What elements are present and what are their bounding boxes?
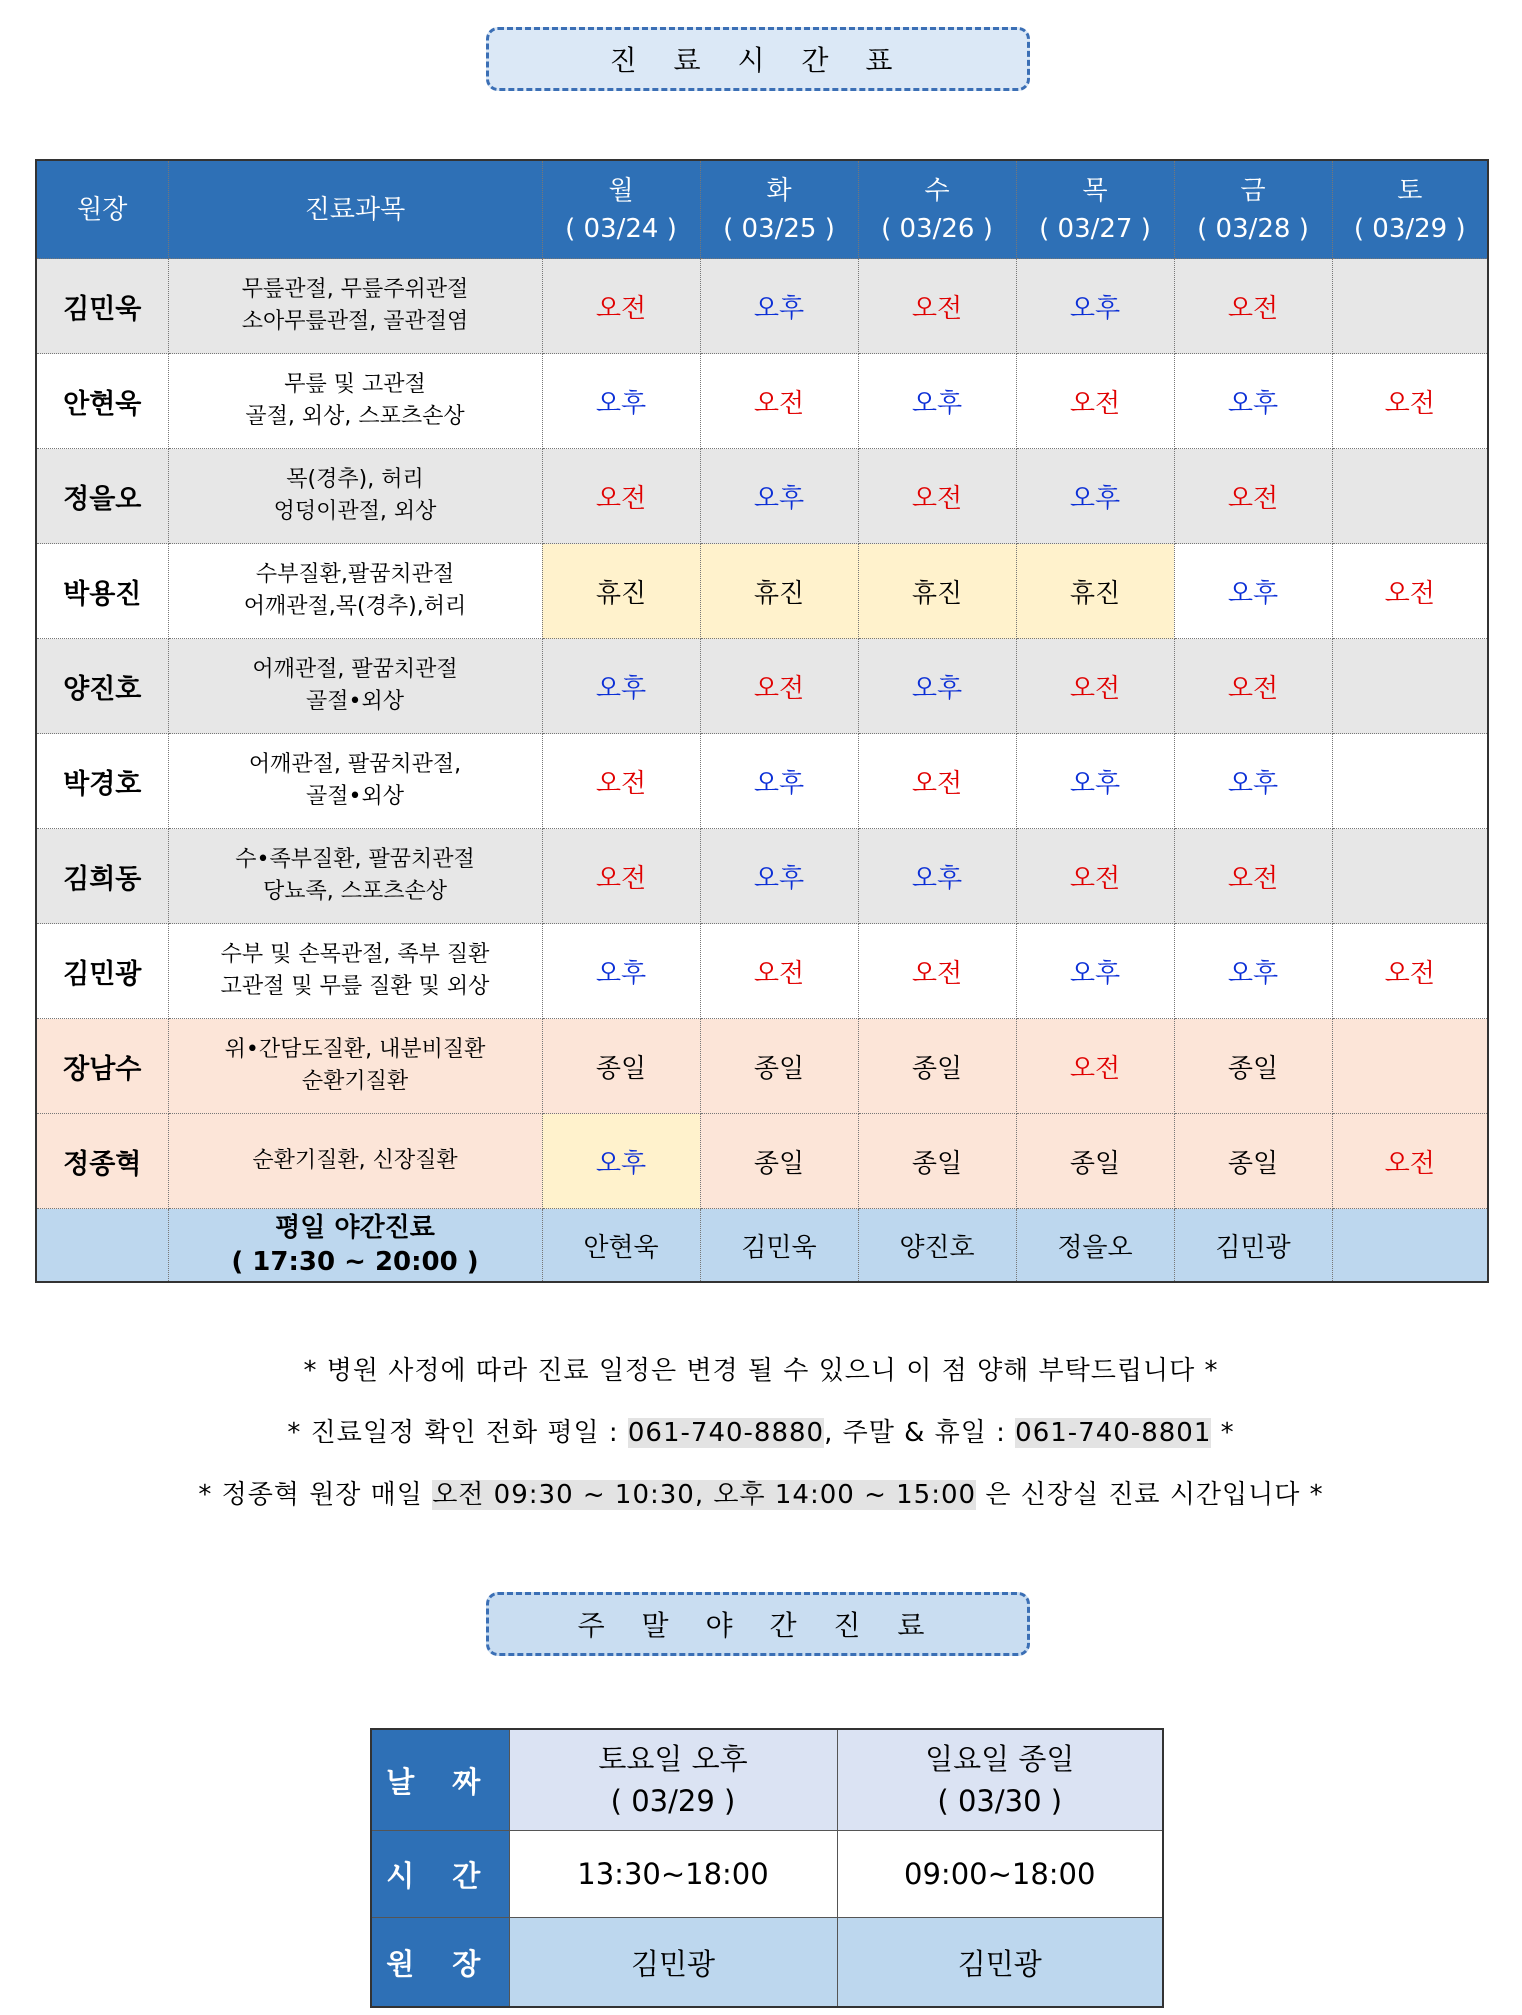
night-cell (1332, 1209, 1488, 1283)
night-label (168, 1209, 542, 1283)
header-day-sat (1332, 160, 1488, 259)
schedule-cell: 오전 (542, 829, 700, 924)
day-date: ( 03/26 ) (881, 213, 993, 244)
schedule-cell: 오후 (1174, 734, 1332, 829)
doctor-name: 양진호 (36, 639, 168, 734)
note-schedule-change: * 병원 사정에 따라 진료 일정은 변경 될 수 있으니 이 점 양해 부탁드립니다 * (303, 1356, 1219, 1386)
schedule-cell: 오후 (700, 829, 858, 924)
header-day-thu (1016, 160, 1174, 259)
schedule-cell: 오전 (858, 924, 1016, 1019)
schedule-cell: 종일 (700, 1114, 858, 1209)
header-day-tue (700, 160, 858, 259)
schedule-cell (1332, 259, 1488, 354)
subject-cell (168, 734, 542, 829)
schedule-cell: 오전 (1332, 354, 1488, 449)
weekday-phone: 061-740-8880 (627, 1418, 825, 1448)
subject-line: 골절•외상 (306, 784, 404, 809)
table-row (36, 544, 1488, 639)
night-cell: 김민욱 (700, 1209, 858, 1283)
schedule-cell: 오전 (542, 259, 700, 354)
subject-cell (168, 829, 542, 924)
schedule-cell: 오전 (1174, 829, 1332, 924)
schedule-cell: 종일 (858, 1114, 1016, 1209)
note-phone-text: * (1211, 1418, 1235, 1448)
schedule-cell: 오전 (1174, 639, 1332, 734)
doctor-name: 김희동 (36, 829, 168, 924)
schedule-cell: 오후 (700, 734, 858, 829)
subject-cell (168, 1019, 542, 1114)
day-label: 화 (766, 175, 792, 206)
note-phone-text: , 주말 & 휴일 : (824, 1418, 1016, 1448)
weekend-sun-doctor: 김민광 (837, 1918, 1163, 2008)
subject-line: 골절•외상 (306, 689, 404, 714)
weekend-sun-time: 09:00~18:00 (837, 1831, 1163, 1918)
schedule-cell: 오후 (542, 639, 700, 734)
doctor-name: 정을오 (36, 449, 168, 544)
schedule-cell: 오후 (542, 1114, 700, 1209)
schedule-cell: 오전 (858, 734, 1016, 829)
weekend-sat-doctor: 김민광 (509, 1918, 837, 2008)
schedule-cell: 휴진 (1016, 544, 1174, 639)
doctor-name: 안현욱 (36, 354, 168, 449)
table-row (36, 734, 1488, 829)
schedule-cell: 오후 (542, 924, 700, 1019)
subject-line: 순환기질환, 신장질환 (252, 1148, 458, 1173)
schedule-cell: 오전 (1016, 1019, 1174, 1114)
day-date: ( 03/27 ) (1039, 213, 1151, 244)
night-label-hours: ( 17:30 ~ 20:00 ) (231, 1247, 479, 1277)
subject-cell (168, 259, 542, 354)
schedule-cell: 오전 (1016, 829, 1174, 924)
header-doctor: 원장 (36, 160, 168, 259)
schedule-cell: 오후 (1016, 924, 1174, 1019)
schedule-cell: 종일 (1016, 1114, 1174, 1209)
subject-cell (168, 639, 542, 734)
header-day-mon (542, 160, 700, 259)
table-row (36, 449, 1488, 544)
doctor-name: 박경호 (36, 734, 168, 829)
sun-day: 일요일 종일 (925, 1742, 1075, 1776)
sat-day: 토요일 오후 (598, 1742, 748, 1776)
night-cell: 양진호 (858, 1209, 1016, 1283)
subject-line: 어깨관절, 팔꿈치관절, (248, 752, 462, 777)
day-label: 토 (1397, 175, 1423, 206)
sat-date: ( 03/29 ) (610, 1784, 736, 1818)
schedule-cell: 종일 (858, 1019, 1016, 1114)
weekend-phone: 061-740-8801 (1015, 1418, 1212, 1448)
sun-date: ( 03/30 ) (937, 1784, 1063, 1818)
schedule-cell: 오전 (1332, 924, 1488, 1019)
table-row (36, 1114, 1488, 1209)
day-label: 수 (924, 175, 950, 206)
subject-line: 골절, 외상, 스포츠손상 (245, 404, 465, 429)
night-cell: 정을오 (1016, 1209, 1174, 1283)
day-label: 목 (1082, 175, 1108, 206)
schedule-cell: 오후 (858, 829, 1016, 924)
schedule-cell: 오후 (1174, 354, 1332, 449)
day-date: ( 03/28 ) (1197, 213, 1309, 244)
schedule-cell: 오후 (542, 354, 700, 449)
schedule-cell (1332, 734, 1488, 829)
schedule-cell: 오전 (1174, 449, 1332, 544)
subject-line: 위•간담도질환, 내분비질환 (224, 1037, 486, 1062)
schedule-cell: 오후 (1016, 449, 1174, 544)
schedule-cell: 오후 (858, 639, 1016, 734)
schedule-cell: 오전 (1016, 354, 1174, 449)
subject-line: 당뇨족, 스포츠손상 (262, 879, 447, 904)
day-date: ( 03/24 ) (565, 213, 677, 244)
weekend-date-label: 날 짜 (371, 1729, 509, 1831)
night-cell: 안현욱 (542, 1209, 700, 1283)
subject-line: 순환기질환 (301, 1069, 409, 1094)
schedule-cell: 오전 (542, 734, 700, 829)
schedule-cell: 오전 (1174, 259, 1332, 354)
day-date: ( 03/25 ) (723, 213, 835, 244)
subject-line: 소아무릎관절, 골관절염 (241, 309, 469, 334)
table-row (36, 829, 1488, 924)
doctor-name: 장남수 (36, 1019, 168, 1114)
schedule-cell: 오후 (858, 354, 1016, 449)
schedule-cell: 휴진 (700, 544, 858, 639)
weekend-sat-time: 13:30~18:00 (509, 1831, 837, 1918)
kidney-hours-highlight: 오전 09:30 ~ 10:30, 오후 14:00 ~ 15:00 (432, 1480, 977, 1510)
subject-line: 고관절 및 무릎 질환 및 외상 (220, 974, 490, 999)
weekend-sun-date (837, 1729, 1163, 1831)
subject-line: 어깨관절,목(경추),허리 (243, 594, 467, 619)
schedule-title: 진 료 시 간 표 (486, 27, 1030, 91)
subject-line: 무릎 및 고관절 (284, 372, 426, 397)
subject-cell (168, 924, 542, 1019)
schedule-cell: 오전 (858, 449, 1016, 544)
weekend-doctor-row (371, 1918, 1163, 2008)
doctor-name: 김민광 (36, 924, 168, 1019)
schedule-cell: 오전 (700, 639, 858, 734)
subject-line: 목(경추), 허리 (286, 467, 424, 492)
subject-cell (168, 449, 542, 544)
subject-line: 수•족부질환, 팔꿈치관절 (235, 847, 475, 872)
schedule-cell: 오후 (1174, 924, 1332, 1019)
doctor-name: 정종혁 (36, 1114, 168, 1209)
note-kidney-text: * 정종혁 원장 매일 (198, 1480, 433, 1510)
weekend-doctor-label: 원 장 (371, 1918, 509, 2008)
note-phone-text: * 진료일정 확인 전화 평일 : (287, 1418, 628, 1448)
note-kidney-hours (0, 1474, 1522, 1511)
doctor-name: 김민욱 (36, 259, 168, 354)
weekend-table (370, 1728, 1164, 2008)
schedule-cell: 오후 (700, 259, 858, 354)
table-row (36, 259, 1488, 354)
day-label: 금 (1240, 175, 1266, 206)
schedule-cell (1332, 1019, 1488, 1114)
subject-line: 엉덩이관절, 외상 (273, 499, 437, 524)
schedule-cell: 종일 (1174, 1019, 1332, 1114)
note-phone (0, 1412, 1522, 1449)
schedule-table (35, 159, 1489, 1283)
note-kidney-text: 은 신장실 진료 시간입니다 * (976, 1480, 1324, 1510)
schedule-cell: 오전 (700, 924, 858, 1019)
schedule-cell: 오전 (1332, 1114, 1488, 1209)
subject-cell (168, 354, 542, 449)
schedule-cell (1332, 639, 1488, 734)
subject-line: 무릎관절, 무릎주위관절 (241, 277, 469, 302)
table-row (36, 639, 1488, 734)
schedule-cell: 오전 (1332, 544, 1488, 639)
schedule-cell: 종일 (542, 1019, 700, 1114)
header-day-wed (858, 160, 1016, 259)
schedule-cell: 종일 (700, 1019, 858, 1114)
schedule-cell (1332, 449, 1488, 544)
schedule-cell: 오전 (858, 259, 1016, 354)
subject-cell (168, 1114, 542, 1209)
schedule-cell: 휴진 (858, 544, 1016, 639)
night-label-title: 평일 야간진료 (275, 1213, 435, 1243)
header-day-fri (1174, 160, 1332, 259)
day-label: 월 (608, 175, 634, 206)
header-row (36, 160, 1488, 259)
night-empty-cell (36, 1209, 168, 1283)
weekend-date-row (371, 1729, 1163, 1831)
subject-cell (168, 544, 542, 639)
schedule-cell (1332, 829, 1488, 924)
day-date: ( 03/29 ) (1353, 213, 1466, 244)
schedule-cell: 종일 (1174, 1114, 1332, 1209)
doctor-name: 박용진 (36, 544, 168, 639)
schedule-cell: 오전 (1016, 639, 1174, 734)
night-cell: 김민광 (1174, 1209, 1332, 1283)
schedule-cell: 오후 (1174, 544, 1332, 639)
table-row (36, 354, 1488, 449)
schedule-cell: 오전 (542, 449, 700, 544)
table-row (36, 924, 1488, 1019)
weekend-time-row (371, 1831, 1163, 1918)
schedule-cell: 오전 (700, 354, 858, 449)
schedule-cell: 오후 (1016, 734, 1174, 829)
schedule-cell: 휴진 (542, 544, 700, 639)
schedule-cell: 오후 (700, 449, 858, 544)
weekend-title: 주 말 야 간 진 료 (486, 1592, 1030, 1656)
schedule-cell: 오후 (1016, 259, 1174, 354)
subject-line: 수부질환,팔꿈치관절 (255, 562, 455, 587)
weekend-time-label: 시 간 (371, 1831, 509, 1918)
night-clinic-row (36, 1209, 1488, 1283)
subject-line: 수부 및 손목관절, 족부 질환 (220, 942, 490, 967)
weekend-sat-date (509, 1729, 837, 1831)
subject-line: 어깨관절, 팔꿈치관절 (252, 657, 458, 682)
table-row (36, 1019, 1488, 1114)
header-subject: 진료과목 (168, 160, 542, 259)
